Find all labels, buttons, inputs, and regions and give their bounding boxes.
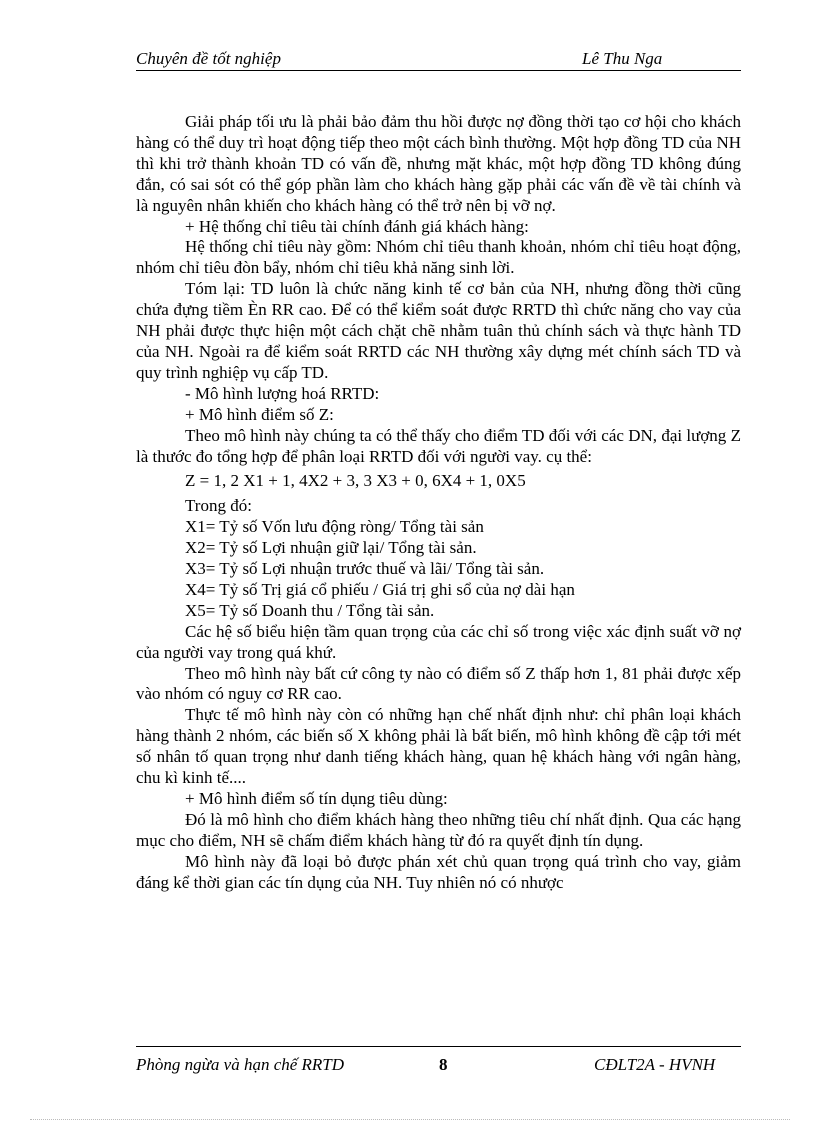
formula: Z = 1, 2 X1 + 1, 4X2 + 3, 3 X3 + 0, 6X4 + 1, 0X5 bbox=[185, 471, 526, 491]
variable-definition: X2= Tỷ số Lợi nhuận giữ lại/ Tổng tài sản. bbox=[185, 538, 477, 558]
paragraph: Theo mô hình này chúng ta có thể thấy cho điểm TD đối với các DN, đại lượng Z là thước đo tổng hợp để phân loại RRTD đối với người vay. cụ thể: bbox=[136, 425, 741, 466]
page-number: 8 bbox=[439, 1055, 448, 1074]
body-text bbox=[136, 112, 741, 894]
footer-class: CĐLT2A - HVNH bbox=[594, 1055, 716, 1074]
section-heading: + Mô hình điểm số tín dụng tiêu dùng: bbox=[185, 789, 448, 808]
paragraph: Đó là mô hình cho điểm khách hàng theo những tiêu chí nhất định. Qua các hạng mục cho điểm, NH sẽ chấm điểm khách hàng từ đó ra quyết định tín dụng. bbox=[136, 809, 741, 850]
page-edge-divider bbox=[30, 1119, 790, 1120]
paragraph: Tóm lại: TD luôn là chức năng kinh tế cơ bản của NH, nhưng đồng thời cũng chứa đựng tiềm Èn RR cao. Để có thể kiểm soát được RRTD thì chức năng cho vay của NH phải được thực hiện một cách chặt chẽ nhằm tuân thủ chính sách và thực hành TD của NH. Ngoài ra để kiểm soát RRTD các NH thường xây dựng mét chính sách TD và quy trình nghiệp vụ cấp TD. bbox=[136, 279, 741, 382]
header-author: Lê Thu Nga bbox=[582, 49, 663, 68]
paragraph: Hệ thống chỉ tiêu này gồm: Nhóm chỉ tiêu thanh khoản, nhóm chỉ tiêu hoạt động, nhóm chỉ tiêu đòn bẩy, nhóm chỉ tiêu khả năng sinh lời. bbox=[136, 237, 741, 278]
paragraph: Giải pháp tối ưu là phải bảo đảm thu hồi được nợ đồng thời tạo cơ hội cho khách hàng có thể duy trì hoạt động tiếp theo một cách bình thường. Một hợp đồng TD của NH thì khi trở thành khoản TD có vấn đề, nhưng mặt khác, một hợp đồng TD không đúng đắn, có sai sót có thể góp phần làm cho khách hàng gặp phải các vấn đề về tài chính và là nguyên nhân khiến cho khách hàng có thể trở nên bị vỡ nợ. bbox=[136, 112, 741, 215]
section-heading: - Mô hình lượng hoá RRTD: bbox=[185, 383, 380, 403]
paragraph: Mô hình này đã loại bỏ được phán xét chủ quan trọng quá trình cho vay, giảm đáng kể thời gian các tín dụng của NH. Tuy nhiên nó có nhược bbox=[136, 851, 741, 892]
paragraph: Theo mô hình này bất cứ công ty nào có điểm số Z thấp hơn 1, 81 phải được xếp vào nhóm có nguy cơ RR cao. bbox=[136, 663, 741, 704]
list-intro: Trong đó: bbox=[185, 496, 252, 516]
variable-definition: X4= Tỷ số Trị giá cổ phiếu / Giá trị ghi sổ của nợ dài hạn bbox=[185, 579, 575, 599]
section-heading: + Mô hình điểm số Z: bbox=[185, 404, 334, 424]
page-footer bbox=[136, 1046, 741, 1074]
header-document-type: Chuyên đề tốt nghiệp bbox=[136, 49, 281, 68]
page-header bbox=[136, 49, 741, 71]
variable-definition: X1= Tỷ số Vốn lưu động ròng/ Tổng tài sản bbox=[185, 517, 484, 537]
paragraph: Các hệ số biểu hiện tầm quan trọng của các chỉ số trong việc xác định suất vỡ nợ của người vay trong quá khứ. bbox=[136, 621, 741, 662]
footer-topic: Phòng ngừa và hạn chế RRTD bbox=[136, 1055, 345, 1074]
paragraph: Thực tế mô hình này còn có những hạn chế nhất định như: chỉ phân loại khách hàng thành 2 nhóm, các biến số X không phải là bất biến, mô hình không đề cập tới mét số nhân tố quan trọng như danh tiếng khách hàng, quan hệ khách hàng với ngân hàng, chu kì kinh tế.... bbox=[136, 705, 741, 788]
variable-definition: X5= Tỷ số Doanh thu / Tổng tài sản. bbox=[185, 600, 435, 620]
variable-definition: X3= Tỷ số Lợi nhuận trước thuế và lãi/ Tổng tài sản. bbox=[185, 559, 545, 579]
section-heading: + Hệ thống chỉ tiêu tài chính đánh giá khách hàng: bbox=[185, 216, 529, 236]
